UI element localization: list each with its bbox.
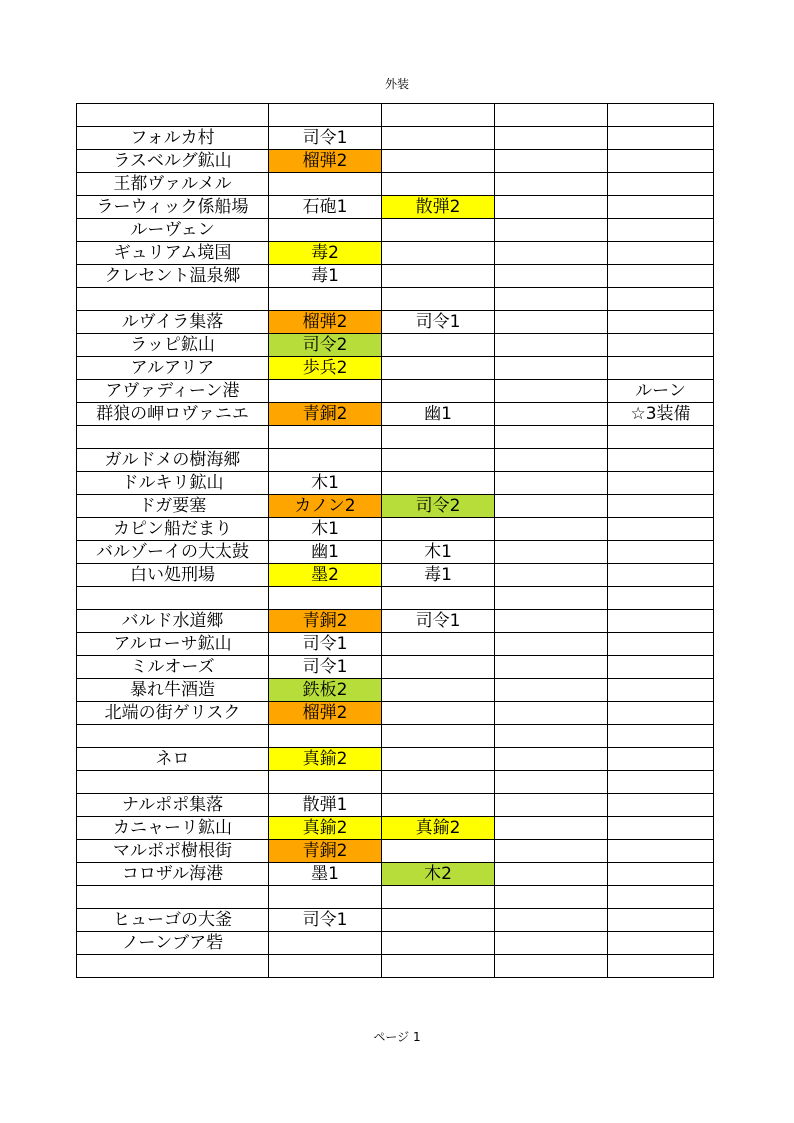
equipment-cell <box>495 426 608 449</box>
equipment-cell <box>382 840 495 863</box>
location-cell: 白い処刑場 <box>77 564 269 587</box>
table-row <box>77 932 714 955</box>
table-row <box>77 725 714 748</box>
equipment-cell <box>495 127 608 150</box>
table-row <box>77 403 714 426</box>
equipment-cell: 青銅2 <box>269 840 382 863</box>
location-cell <box>77 955 269 978</box>
equipment-cell <box>608 311 714 334</box>
equipment-cell <box>382 449 495 472</box>
location-cell: アルローサ鉱山 <box>77 633 269 656</box>
equipment-cell <box>495 955 608 978</box>
equipment-cell <box>495 541 608 564</box>
equipment-cell <box>269 587 382 610</box>
equipment-cell <box>608 518 714 541</box>
equipment-cell <box>608 196 714 219</box>
equipment-cell: 真鍮2 <box>269 817 382 840</box>
table-row <box>77 794 714 817</box>
equipment-cell <box>382 127 495 150</box>
equipment-cell: 木1 <box>382 541 495 564</box>
location-cell <box>77 771 269 794</box>
location-cell: ノーンブア砦 <box>77 932 269 955</box>
equipment-cell <box>608 840 714 863</box>
equipment-cell: 司令1 <box>269 127 382 150</box>
table-row <box>77 449 714 472</box>
table-row <box>77 955 714 978</box>
table-row <box>77 633 714 656</box>
table-row <box>77 909 714 932</box>
equipment-cell <box>608 219 714 242</box>
equipment-cell <box>608 472 714 495</box>
equipment-cell <box>382 334 495 357</box>
location-cell: クレセント温泉郷 <box>77 265 269 288</box>
equipment-cell: 司令1 <box>269 633 382 656</box>
equipment-cell: 真鍮2 <box>382 817 495 840</box>
equipment-cell: 榴弾2 <box>269 311 382 334</box>
equipment-cell: 榴弾2 <box>269 150 382 173</box>
location-cell: アルアリア <box>77 357 269 380</box>
equipment-cell: 木1 <box>269 472 382 495</box>
equipment-cell <box>608 495 714 518</box>
equipment-cell <box>608 909 714 932</box>
equipment-cell: 真鍮2 <box>269 748 382 771</box>
equipment-cell: 墨2 <box>269 564 382 587</box>
equipment-cell: 毒1 <box>382 564 495 587</box>
table-row <box>77 541 714 564</box>
equipment-cell <box>269 288 382 311</box>
equipment-cell <box>495 288 608 311</box>
equipment-cell <box>608 886 714 909</box>
equipment-cell <box>382 219 495 242</box>
equipment-cell <box>608 541 714 564</box>
equipment-cell <box>495 150 608 173</box>
equipment-cell: 司令1 <box>269 656 382 679</box>
table-row <box>77 150 714 173</box>
table-row <box>77 679 714 702</box>
table-row <box>77 311 714 334</box>
location-cell: 暴れ牛酒造 <box>77 679 269 702</box>
equipment-cell <box>608 173 714 196</box>
equipment-cell <box>608 265 714 288</box>
table-row <box>77 380 714 403</box>
equipment-cell <box>495 265 608 288</box>
equipment-cell <box>382 932 495 955</box>
equipment-cell: 司令1 <box>382 311 495 334</box>
table-row <box>77 771 714 794</box>
table-row <box>77 242 714 265</box>
equipment-cell: 散弾1 <box>269 794 382 817</box>
equipment-cell <box>382 518 495 541</box>
equipment-cell: カノン2 <box>269 495 382 518</box>
equipment-cell <box>495 886 608 909</box>
equipment-cell <box>382 150 495 173</box>
location-cell: マルポポ樹根街 <box>77 840 269 863</box>
equipment-cell <box>495 403 608 426</box>
equipment-cell: 木1 <box>269 518 382 541</box>
location-cell: 北端の街ゲリスク <box>77 702 269 725</box>
location-cell: カピン船だまり <box>77 518 269 541</box>
equipment-cell <box>495 472 608 495</box>
page-number-footer: ページ 1 <box>373 1030 421 1044</box>
equipment-cell <box>382 633 495 656</box>
location-cell: ドルキリ鉱山 <box>77 472 269 495</box>
equipment-cell <box>608 656 714 679</box>
equipment-cell <box>382 242 495 265</box>
equipment-cell <box>495 794 608 817</box>
location-cell: カニャーリ鉱山 <box>77 817 269 840</box>
equipment-cell <box>495 449 608 472</box>
equipment-cell: ルーン <box>608 380 714 403</box>
equipment-cell <box>495 380 608 403</box>
equipment-cell: 青銅2 <box>269 403 382 426</box>
equipment-cell: 散弾2 <box>382 196 495 219</box>
page-header-title: 外装 <box>384 77 409 91</box>
equipment-cell <box>608 863 714 886</box>
table-row <box>77 587 714 610</box>
equipment-cell <box>495 817 608 840</box>
equipment-cell: 幽1 <box>269 541 382 564</box>
equipment-cell <box>608 127 714 150</box>
equipment-cell: 墨1 <box>269 863 382 886</box>
equipment-cell <box>608 288 714 311</box>
equipment-cell <box>269 426 382 449</box>
location-cell: ナルポポ集落 <box>77 794 269 817</box>
table-row <box>77 357 714 380</box>
location-cell <box>77 288 269 311</box>
equipment-cell <box>608 150 714 173</box>
table-row <box>77 104 714 127</box>
equipment-table-body <box>77 104 714 978</box>
equipment-cell <box>608 334 714 357</box>
equipment-table <box>76 103 714 978</box>
equipment-cell: 鉄板2 <box>269 679 382 702</box>
equipment-cell <box>382 702 495 725</box>
location-cell: ラッピ鉱山 <box>77 334 269 357</box>
equipment-cell <box>495 679 608 702</box>
equipment-cell <box>495 725 608 748</box>
equipment-cell <box>495 334 608 357</box>
location-cell <box>77 886 269 909</box>
equipment-cell <box>495 219 608 242</box>
table-row <box>77 265 714 288</box>
equipment-cell <box>382 771 495 794</box>
equipment-cell <box>608 817 714 840</box>
equipment-cell <box>495 242 608 265</box>
equipment-cell: 榴弾2 <box>269 702 382 725</box>
equipment-cell <box>608 357 714 380</box>
location-cell: ヒューゴの大釜 <box>77 909 269 932</box>
equipment-cell <box>382 265 495 288</box>
location-cell <box>77 104 269 127</box>
equipment-cell <box>269 886 382 909</box>
equipment-cell: 毒2 <box>269 242 382 265</box>
equipment-cell: 歩兵2 <box>269 357 382 380</box>
location-cell <box>77 587 269 610</box>
table-row <box>77 495 714 518</box>
equipment-cell: 司令1 <box>382 610 495 633</box>
equipment-cell <box>382 426 495 449</box>
table-row <box>77 748 714 771</box>
equipment-cell <box>495 495 608 518</box>
location-cell: ルヴイラ集落 <box>77 311 269 334</box>
equipment-cell <box>608 725 714 748</box>
equipment-cell <box>382 794 495 817</box>
equipment-cell <box>608 449 714 472</box>
equipment-cell: 毒1 <box>269 265 382 288</box>
table-row <box>77 288 714 311</box>
equipment-cell <box>382 909 495 932</box>
table-row <box>77 219 714 242</box>
location-cell: アヴァディーン港 <box>77 380 269 403</box>
equipment-cell <box>608 932 714 955</box>
equipment-cell <box>608 748 714 771</box>
table-row <box>77 886 714 909</box>
equipment-cell: 青銅2 <box>269 610 382 633</box>
table-row <box>77 840 714 863</box>
equipment-cell <box>269 219 382 242</box>
equipment-cell <box>495 656 608 679</box>
equipment-cell <box>608 610 714 633</box>
equipment-cell <box>495 932 608 955</box>
equipment-cell <box>269 104 382 127</box>
equipment-cell: 司令1 <box>269 909 382 932</box>
equipment-cell: 石砲1 <box>269 196 382 219</box>
equipment-cell: 司令2 <box>382 495 495 518</box>
location-cell <box>77 725 269 748</box>
table-row <box>77 334 714 357</box>
table-row <box>77 702 714 725</box>
equipment-cell <box>608 794 714 817</box>
equipment-cell <box>495 909 608 932</box>
equipment-cell <box>382 886 495 909</box>
equipment-cell <box>269 771 382 794</box>
equipment-cell <box>495 518 608 541</box>
equipment-cell: ☆3装備 <box>608 403 714 426</box>
table-row <box>77 817 714 840</box>
equipment-cell <box>608 104 714 127</box>
equipment-cell <box>495 771 608 794</box>
location-cell: ラーウィック係船場 <box>77 196 269 219</box>
equipment-cell: 木2 <box>382 863 495 886</box>
equipment-cell <box>382 380 495 403</box>
equipment-cell <box>495 610 608 633</box>
equipment-cell <box>495 311 608 334</box>
equipment-cell <box>382 288 495 311</box>
location-cell: ドガ要塞 <box>77 495 269 518</box>
location-cell: バルド水道郷 <box>77 610 269 633</box>
equipment-cell <box>382 587 495 610</box>
equipment-cell <box>608 242 714 265</box>
equipment-cell <box>382 104 495 127</box>
table-row <box>77 127 714 150</box>
equipment-cell <box>382 748 495 771</box>
equipment-cell <box>382 357 495 380</box>
table-row <box>77 173 714 196</box>
equipment-cell <box>269 932 382 955</box>
location-cell: バルゾーイの大太鼓 <box>77 541 269 564</box>
table-row <box>77 610 714 633</box>
location-cell: ガルドメの樹海郷 <box>77 449 269 472</box>
equipment-cell <box>495 104 608 127</box>
equipment-cell <box>495 863 608 886</box>
table-row <box>77 863 714 886</box>
location-cell: 王都ヴァルメル <box>77 173 269 196</box>
equipment-cell <box>495 196 608 219</box>
equipment-cell <box>382 173 495 196</box>
equipment-cell: 司令2 <box>269 334 382 357</box>
equipment-cell <box>382 472 495 495</box>
location-cell: ミルオーズ <box>77 656 269 679</box>
equipment-cell <box>608 426 714 449</box>
equipment-cell <box>608 633 714 656</box>
equipment-cell <box>269 380 382 403</box>
location-cell: ネロ <box>77 748 269 771</box>
equipment-cell <box>382 679 495 702</box>
equipment-cell <box>495 587 608 610</box>
location-cell: 群狼の岬ロヴァニエ <box>77 403 269 426</box>
equipment-cell <box>495 564 608 587</box>
table-row <box>77 564 714 587</box>
equipment-cell <box>382 725 495 748</box>
equipment-cell <box>269 449 382 472</box>
equipment-cell <box>269 955 382 978</box>
table-row <box>77 196 714 219</box>
location-cell: ルーヴェン <box>77 219 269 242</box>
equipment-cell <box>269 725 382 748</box>
location-cell: コロザル海港 <box>77 863 269 886</box>
equipment-cell <box>382 955 495 978</box>
table-row <box>77 518 714 541</box>
table-row <box>77 426 714 449</box>
location-cell: ラスベルグ鉱山 <box>77 150 269 173</box>
equipment-cell <box>269 173 382 196</box>
location-cell: ギュリアム境国 <box>77 242 269 265</box>
table-row <box>77 472 714 495</box>
equipment-cell: 幽1 <box>382 403 495 426</box>
equipment-cell <box>495 840 608 863</box>
equipment-cell <box>608 587 714 610</box>
equipment-cell <box>382 656 495 679</box>
equipment-cell <box>608 955 714 978</box>
equipment-cell <box>495 702 608 725</box>
equipment-cell <box>608 702 714 725</box>
equipment-cell <box>495 748 608 771</box>
equipment-cell <box>608 564 714 587</box>
equipment-cell <box>495 173 608 196</box>
equipment-cell <box>495 357 608 380</box>
location-cell: フォルカ村 <box>77 127 269 150</box>
table-row <box>77 656 714 679</box>
equipment-cell <box>608 771 714 794</box>
equipment-cell <box>495 633 608 656</box>
equipment-cell <box>608 679 714 702</box>
location-cell <box>77 426 269 449</box>
